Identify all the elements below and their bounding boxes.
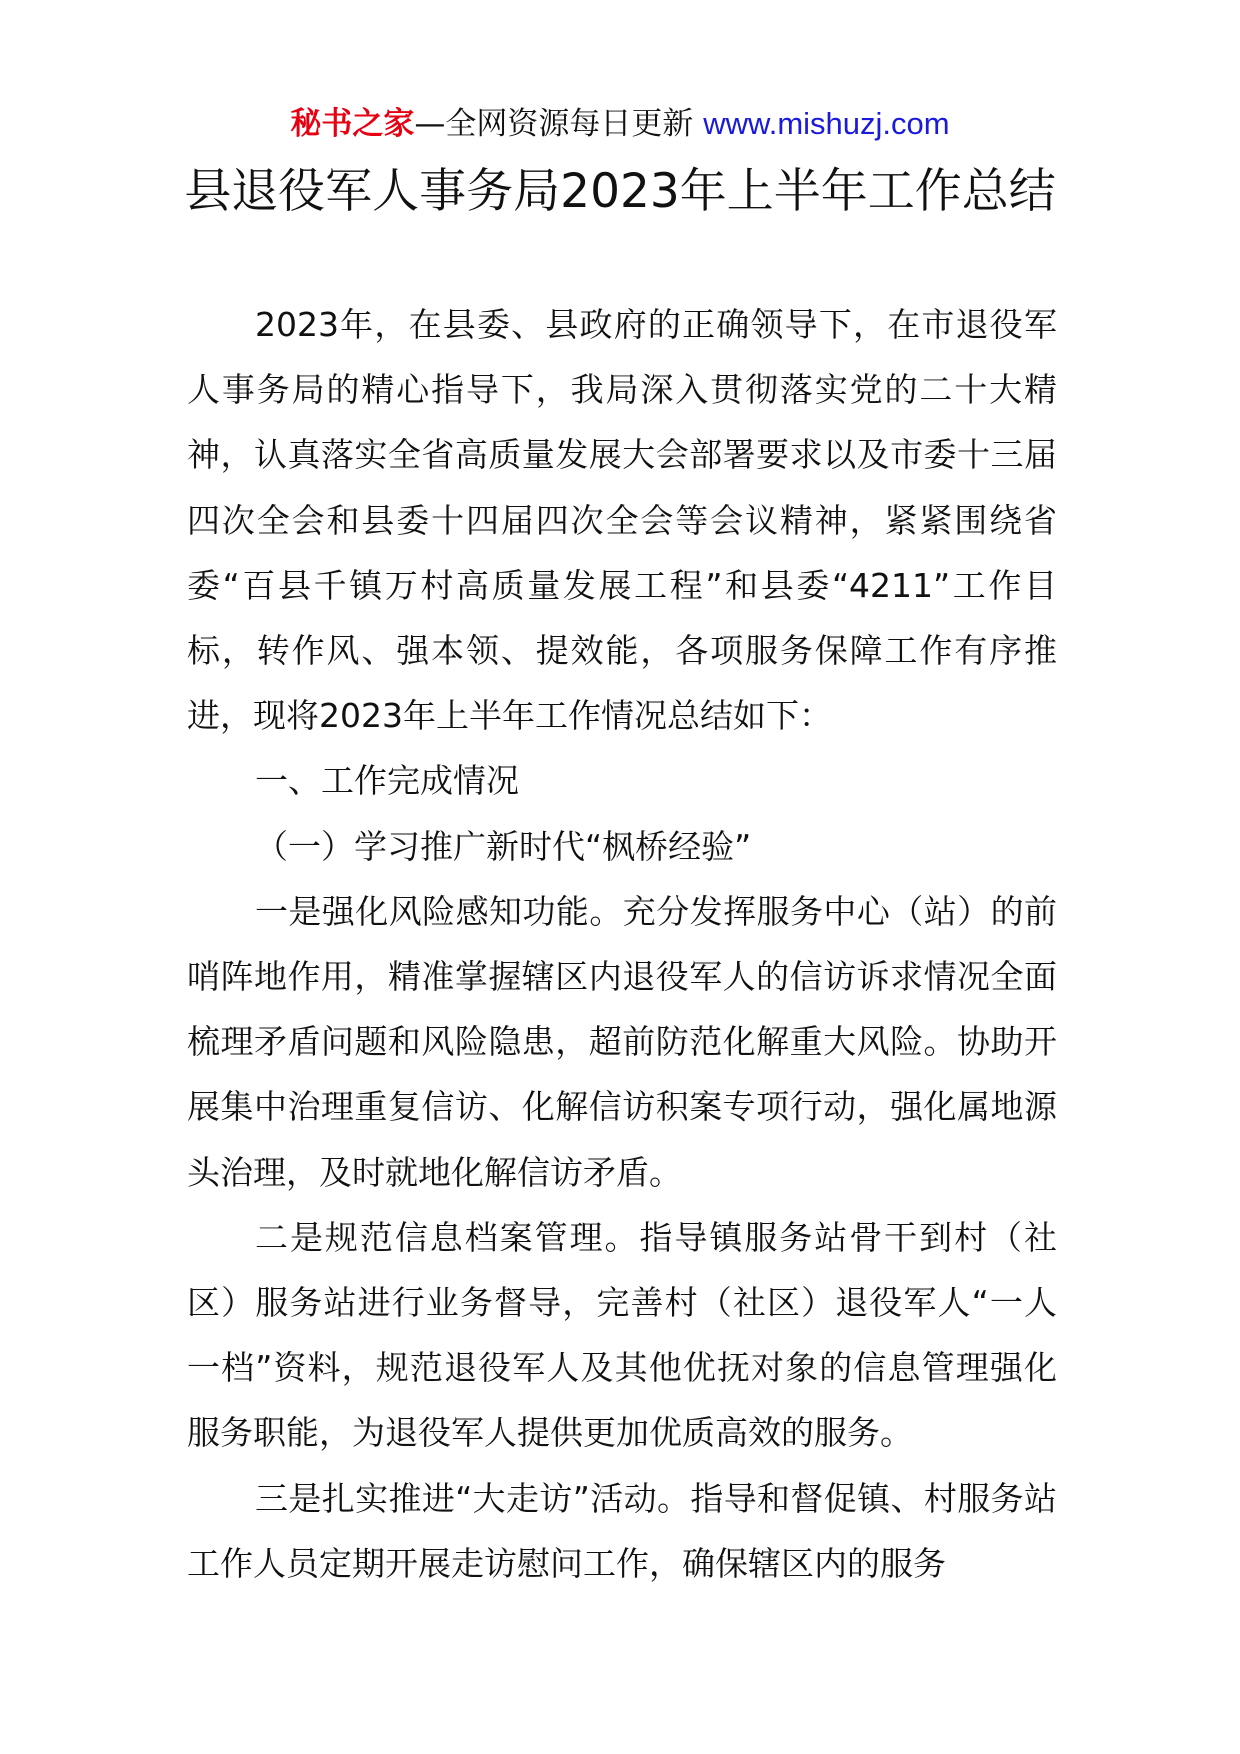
brand-name: 秘书之家 <box>290 106 415 142</box>
subsection-heading: （一）学习推广新时代“枫桥经验” <box>255 826 752 866</box>
site-header <box>0 104 1240 144</box>
site-slogan: —全网资源每日更新 <box>414 106 694 142</box>
document-body <box>187 292 1057 1596</box>
body-paragraph-2: 二是规范信息档案管理。指导镇服务站骨干到村（社区）服务站进行业务督导，完善村（社区）退役军人“一人一档”资料，规范退役军人及其他优抚对象的信息管理强化服务职能，为退役军人提供更加优质高效的服务。 <box>187 1217 1057 1453</box>
body-paragraph-1: 一是强化风险感知功能。充分发挥服务中心（站）的前哨阵地作用，精准掌握辖区内退役军人的信访诉求情况全面梳理矛盾问题和风险隐患，超前防范化解重大风险。协助开展集中治理重复信访、化解信访积案专项行动，强化属地源头治理，及时就地化解信访矛盾。 <box>187 891 1057 1192</box>
document-title: 县退役军人事务局2023年上半年工作总结 <box>184 164 1056 219</box>
website-link[interactable]: www.mishuzj.com <box>703 106 950 141</box>
body-paragraph-3: 三是扎实推进“大走访”活动。指导和督促镇、村服务站工作人员定期开展走访慰问工作，确保辖区内的服务 <box>187 1478 1057 1583</box>
intro-paragraph: 2023年，在县委、县政府的正确领导下，在市退役军人事务局的精心指导下，我局深入贯彻落实党的二十大精神，认真落实全省高质量发展大会部署要求以及市委十三届四次全会和县委十四届四次全会等会议精神，紧紧围绕省委“百县千镇万村高质量发展工程”和县委“4211”工作目标，转作风、强本领、提效能，各项服务保障工作有序推进，现将2023年上半年工作情况总结如下： <box>187 305 1057 736</box>
section-heading: 一、工作完成情况 <box>255 761 519 801</box>
